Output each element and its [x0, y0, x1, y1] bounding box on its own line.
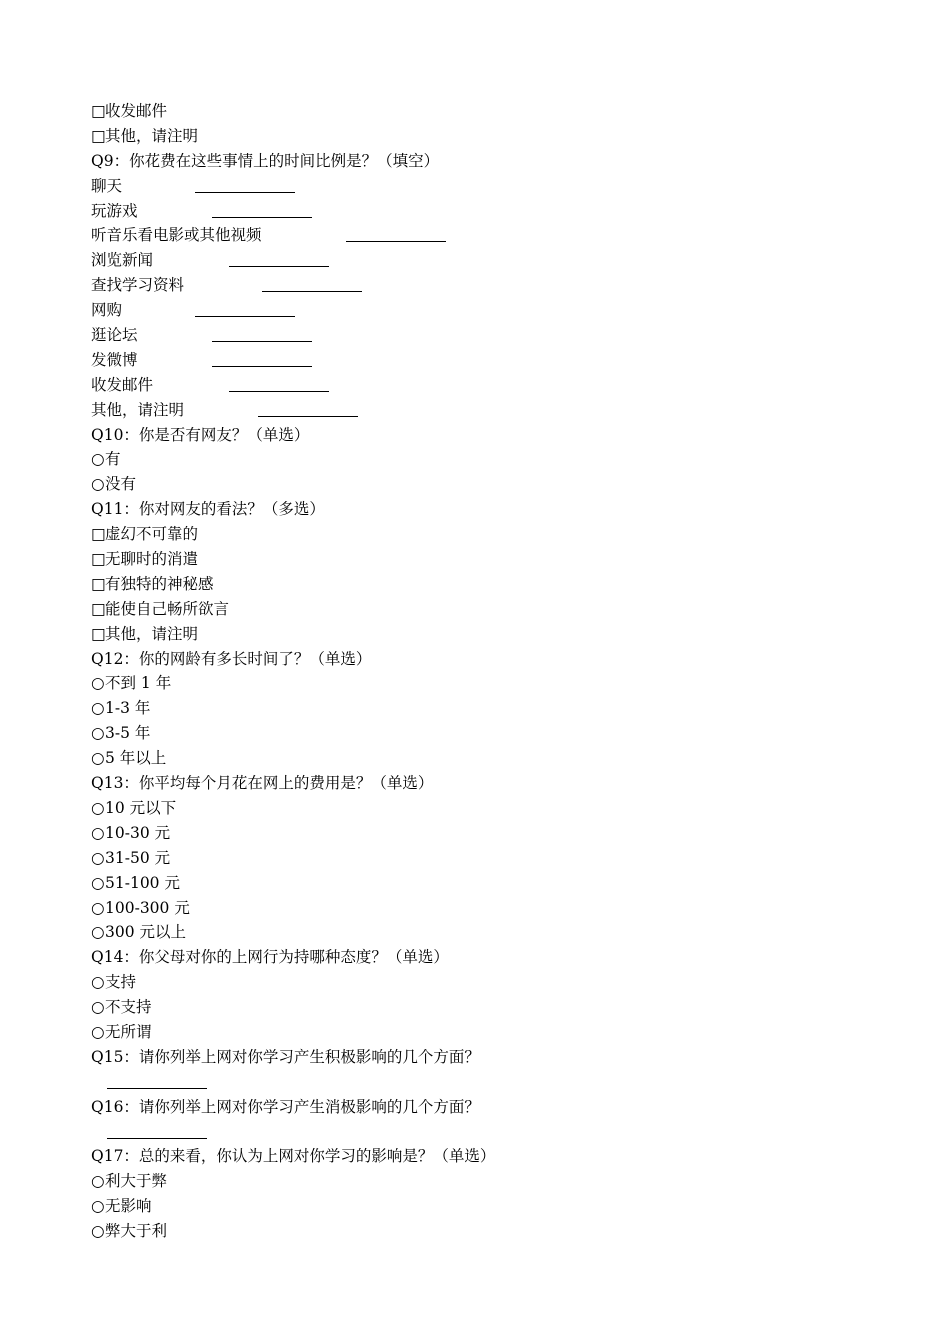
radio-icon[interactable]: ○ [91, 873, 105, 892]
option-label: 300 元以上 [105, 923, 187, 942]
radio-option[interactable] [91, 970, 911, 995]
checkbox-option[interactable] [91, 124, 911, 149]
radio-option[interactable] [91, 696, 911, 721]
option-label: 其他，请注明 [105, 126, 199, 145]
fill-item [91, 398, 911, 423]
option-label: 3-5 年 [105, 724, 151, 743]
radio-icon[interactable]: ○ [91, 848, 105, 867]
answer-line [91, 1070, 911, 1095]
radio-option[interactable] [91, 796, 911, 821]
option-label: 弊大于利 [105, 1222, 168, 1241]
radio-icon[interactable]: ○ [91, 823, 105, 842]
fill-item [91, 174, 911, 199]
fill-blank[interactable] [258, 398, 358, 417]
question-title-q15: Q15：请你列举上网对你学习产生积极影响的几个方面？ [91, 1047, 480, 1066]
fill-item [91, 348, 911, 373]
option-label: 无聊时的消遣 [105, 550, 199, 569]
option-label: 5 年以上 [105, 749, 167, 768]
answer-line [91, 1120, 911, 1145]
fill-item-label: 聊天 [91, 176, 123, 195]
checkbox-option[interactable] [91, 547, 911, 572]
option-label: 1-3 年 [105, 699, 151, 718]
fill-item-label: 浏览新闻 [91, 251, 154, 270]
radio-icon[interactable]: ○ [91, 898, 105, 917]
radio-option[interactable] [91, 1169, 911, 1194]
checkbox-icon[interactable]: □ [91, 550, 106, 569]
radio-option[interactable] [91, 1219, 911, 1244]
option-label: 10 元以下 [105, 798, 177, 817]
option-label: 支持 [105, 973, 137, 992]
radio-icon[interactable]: ○ [91, 1197, 105, 1216]
option-label: 能使自己畅所欲言 [105, 599, 230, 618]
radio-option[interactable] [91, 995, 911, 1020]
question-title-q14: Q14：你父母对你的上网行为持哪种态度？（单选） [91, 948, 449, 967]
question-title-q13: Q13：你平均每个月花在网上的费用是？（单选） [91, 774, 434, 793]
option-label: 不支持 [105, 998, 152, 1017]
radio-icon[interactable]: ○ [91, 450, 105, 469]
fill-blank[interactable] [346, 223, 446, 242]
checkbox-icon[interactable]: □ [91, 525, 106, 544]
radio-icon[interactable]: ○ [91, 998, 105, 1017]
option-label: 100-300 元 [105, 898, 190, 917]
fill-item-label: 逛论坛 [91, 326, 138, 345]
checkbox-icon[interactable]: □ [91, 126, 106, 145]
radio-icon[interactable]: ○ [91, 1172, 105, 1191]
question-title-q10: Q10：你是否有网友？（单选） [91, 425, 310, 444]
radio-icon[interactable]: ○ [91, 1022, 105, 1041]
question-title-q17: Q17：总的来看，你认为上网对你学习的影响是？（单选） [91, 1147, 496, 1166]
radio-icon[interactable]: ○ [91, 798, 105, 817]
option-label: 收发邮件 [105, 102, 168, 120]
radio-option[interactable] [91, 1194, 911, 1219]
option-label: 无影响 [105, 1197, 152, 1216]
fill-item [91, 273, 911, 298]
option-label: 其他，请注明 [105, 624, 199, 643]
option-label: 31-50 元 [105, 848, 171, 867]
option-label: 51-100 元 [105, 873, 180, 892]
fill-blank[interactable] [107, 1120, 207, 1139]
option-label: 有 [105, 450, 121, 469]
option-label: 利大于弊 [105, 1172, 168, 1191]
fill-item-label: 查找学习资料 [91, 276, 185, 295]
fill-blank[interactable] [229, 248, 329, 267]
fill-item [91, 373, 911, 398]
fill-item [91, 323, 911, 348]
radio-icon[interactable]: ○ [91, 724, 105, 743]
checkbox-icon[interactable]: □ [91, 624, 106, 643]
radio-option[interactable] [91, 1020, 911, 1045]
fill-blank[interactable] [229, 373, 329, 392]
question-title-q9: Q9：你花费在这些事情上的时间比例是？（填空） [91, 151, 440, 170]
radio-option[interactable] [91, 671, 911, 696]
fill-blank[interactable] [195, 174, 295, 193]
fill-item-label: 收发邮件 [91, 375, 154, 394]
checkbox-icon[interactable]: □ [91, 599, 106, 618]
fill-blank[interactable] [195, 298, 295, 317]
radio-option[interactable] [91, 472, 911, 497]
option-label: 虚幻不可靠的 [105, 525, 199, 544]
fill-blank[interactable] [212, 323, 312, 342]
option-label: 10-30 元 [105, 823, 171, 842]
option-label: 不到 1 年 [105, 674, 172, 693]
radio-icon[interactable]: ○ [91, 923, 105, 942]
option-label: 无所谓 [105, 1022, 152, 1041]
checkbox-icon[interactable]: □ [91, 574, 106, 593]
fill-item-label: 听音乐看电影或其他视频 [91, 226, 262, 245]
radio-option[interactable] [91, 920, 911, 945]
questionnaire-page [91, 99, 911, 1244]
fill-item [91, 298, 911, 323]
radio-option[interactable] [91, 846, 911, 871]
checkbox-option[interactable] [91, 572, 911, 597]
checkbox-option[interactable] [91, 522, 911, 547]
fill-blank[interactable] [107, 1070, 207, 1089]
fill-item [91, 248, 911, 273]
radio-icon[interactable]: ○ [91, 749, 105, 768]
radio-icon[interactable]: ○ [91, 973, 105, 992]
fill-blank[interactable] [212, 199, 312, 218]
question-title-q11: Q11：你对网友的看法？（多选） [91, 500, 325, 519]
checkbox-option[interactable] [91, 99, 911, 124]
radio-icon[interactable]: ○ [91, 699, 105, 718]
fill-item [91, 199, 911, 224]
fill-blank[interactable] [262, 273, 362, 292]
fill-item-label: 玩游戏 [91, 201, 138, 220]
radio-option[interactable] [91, 721, 911, 746]
question-title-q12: Q12：你的网龄有多长时间了？（单选） [91, 649, 372, 668]
radio-icon[interactable]: ○ [91, 1222, 105, 1241]
option-label: 有独特的神秘感 [105, 574, 214, 593]
checkbox-option[interactable] [91, 597, 911, 622]
fill-item-label: 网购 [91, 301, 123, 320]
radio-option[interactable] [91, 447, 911, 472]
radio-option[interactable] [91, 821, 911, 846]
question-title-q16: Q16：请你列举上网对你学习产生消极影响的几个方面？ [91, 1097, 480, 1116]
fill-item-label: 其他，请注明 [91, 400, 185, 419]
checkbox-icon[interactable]: □ [91, 102, 106, 120]
fill-item-label: 发微博 [91, 350, 138, 369]
fill-blank[interactable] [212, 348, 312, 367]
radio-option[interactable] [91, 896, 911, 921]
radio-icon[interactable]: ○ [91, 475, 105, 494]
radio-option[interactable] [91, 746, 911, 771]
option-label: 没有 [105, 475, 137, 494]
checkbox-option[interactable] [91, 622, 911, 647]
radio-icon[interactable]: ○ [91, 674, 105, 693]
fill-item [91, 223, 911, 248]
radio-option[interactable] [91, 871, 911, 896]
